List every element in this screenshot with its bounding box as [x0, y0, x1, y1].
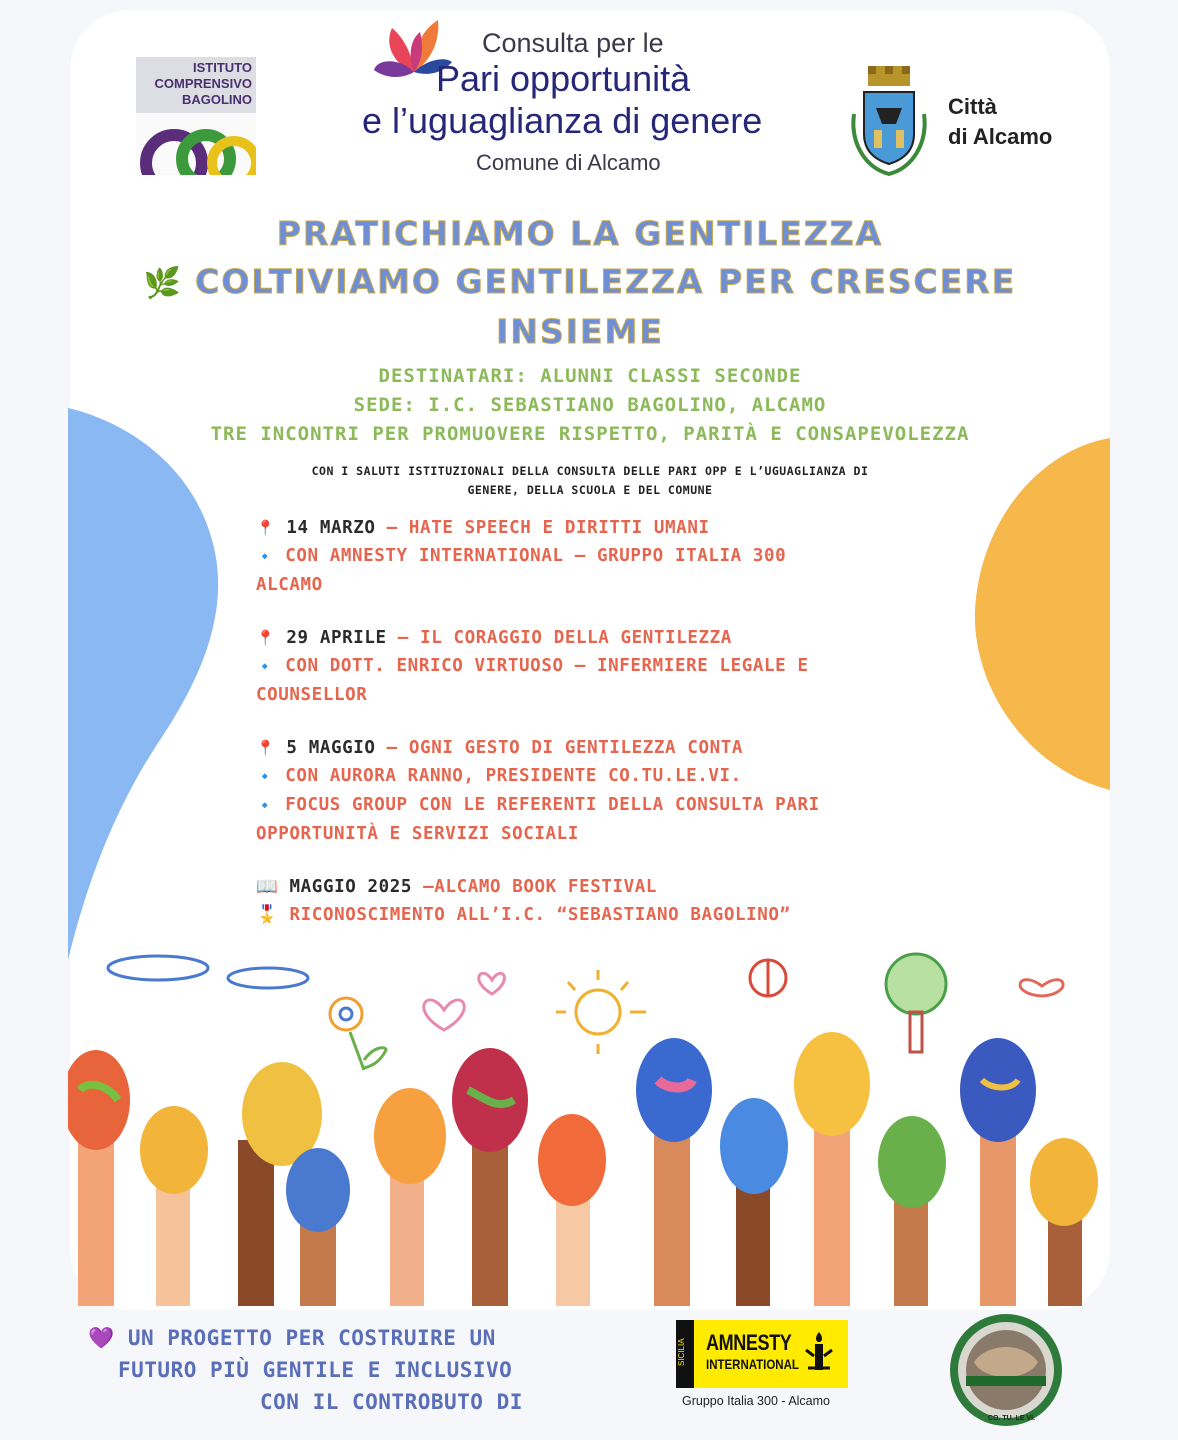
- sun-icon: [556, 970, 646, 1054]
- title-line1: PRATICHIAMO LA GENTILEZZA: [276, 214, 884, 253]
- event-detail-cont: ALCAMO: [256, 575, 323, 595]
- coat-of-arms-icon: [846, 64, 932, 180]
- consulta-line1: Consulta per le: [482, 28, 664, 58]
- incontri-text: TRE INCONTRI PER PROMUOVERE RISPETTO, PARITÀ E CONSAPEVOLEZZA: [210, 423, 970, 445]
- pin-icon: 📍: [256, 629, 276, 647]
- event-date: 5 MAGGIO: [286, 738, 376, 758]
- festival-title: –ALCAMO BOOK FESTIVAL: [412, 877, 658, 897]
- title-line3: INSIEME: [496, 312, 664, 351]
- event-detail: CON AMNESTY INTERNATIONAL – GRUPPO ITALIA 300: [285, 546, 787, 566]
- destinatari-text: DESTINATARI: ALUNNI CLASSI SECONDE: [378, 365, 802, 387]
- event-item: [256, 624, 996, 709]
- candle-icon: [804, 1330, 834, 1380]
- saluti-text: [240, 462, 940, 500]
- saluti-line1: CON I SALUTI ISTITUZIONALI DELLA CONSULTA DELLE PARI OPP E L’UGUAGLIANZA DI: [311, 464, 869, 478]
- cotulevi-caption: CO. TU. LE VI.: [988, 1415, 1036, 1422]
- city-name: [948, 92, 1052, 152]
- event-detail: FOCUS GROUP CON LE REFERENTI DELLA CONSULTA PARI: [285, 795, 820, 815]
- festival-date: MAGGIO 2025: [289, 877, 413, 897]
- sede-text: SEDE: I.C. SEBASTIANO BAGOLINO, ALCAMO: [353, 394, 827, 416]
- cloud-icon: [108, 956, 308, 988]
- festival-item: [256, 873, 996, 929]
- flower-doodle-icon: [330, 998, 386, 1070]
- consulta-logo: [360, 8, 800, 178]
- amnesty-logo: [676, 1320, 848, 1388]
- purple-heart-icon: 💜: [88, 1326, 115, 1350]
- tree-icon: [886, 954, 946, 1052]
- event-topic: – IL CORAGGIO DELLA GENTILEZZA: [386, 628, 732, 648]
- amnesty-region: SICILIA: [677, 1338, 686, 1366]
- footer-line1: UN PROGETTO PER COSTRUIRE UN: [127, 1326, 496, 1350]
- pin-icon: 📍: [256, 739, 276, 757]
- butterfly-icon: [1020, 980, 1063, 996]
- event-detail-cont: OPPORTUNITÀ E SERVIZI SOCIALI: [256, 824, 579, 844]
- school-logo-line2: COMPRENSIVO: [154, 76, 252, 91]
- rings-icon: [136, 113, 256, 175]
- diamond-icon: 🔹: [256, 659, 275, 675]
- event-topic: – OGNI GESTO DI GENTILEZZA CONTA: [375, 738, 743, 758]
- diamond-icon: 🔹: [256, 798, 275, 814]
- consulta-line4: Comune di Alcamo: [476, 150, 661, 175]
- cotulevi-logo: [944, 1312, 1068, 1430]
- leaf-icon: 🌿: [143, 266, 184, 301]
- school-logo-line3: BAGOLINO: [181, 92, 252, 107]
- event-detail-cont: COUNSELLOR: [256, 685, 368, 705]
- city-line1: Città: [948, 94, 997, 119]
- event-detail: CON AURORA RANNO, PRESIDENTE CO.TU.LE.VI.: [285, 766, 742, 786]
- school-logo: [136, 57, 256, 175]
- footer-text: [88, 1322, 608, 1418]
- city-line2: di Alcamo: [948, 124, 1053, 149]
- consulta-line2: Pari opportunità: [436, 58, 691, 99]
- footer-line2: FUTURO PIÙ GENTILE E INCLUSIVO: [118, 1358, 513, 1382]
- event-detail: CON DOTT. ENRICO VIRTUOSO – INFERMIERE LEGALE E: [285, 656, 809, 676]
- book-icon: 📖: [256, 877, 279, 897]
- event-date: 29 APRILE: [286, 628, 387, 648]
- hands-illustration: [68, 950, 1110, 1310]
- event-item: [256, 734, 996, 848]
- diamond-icon: 🔹: [256, 769, 275, 785]
- event-item: [256, 514, 996, 599]
- page-title: [80, 210, 1080, 356]
- medal-icon: 🎖️: [256, 905, 279, 925]
- amnesty-caption: Gruppo Italia 300 - Alcamo: [682, 1394, 830, 1408]
- saluti-line2: GENERE, DELLA SCUOLA E DEL COMUNE: [467, 483, 713, 497]
- event-date: 14 MARZO: [286, 518, 376, 538]
- pin-icon: 📍: [256, 519, 276, 537]
- title-line2: COLTIVIAMO GENTILEZZA PER CRESCERE: [195, 262, 1017, 301]
- consulta-line3: e l’uguaglianza di genere: [362, 100, 763, 141]
- amnesty-name1: AMNESTY: [706, 1330, 792, 1355]
- school-logo-line1: ISTITUTO: [193, 60, 252, 75]
- festival-award: RICONOSCIMENTO ALL’I.C. “SEBASTIANO BAGOLINO”: [289, 905, 791, 925]
- hearts-icon: [424, 973, 505, 1030]
- event-topic: – HATE SPEECH E DIRITTI UMANI: [375, 518, 710, 538]
- footer-line3: CON IL CONTROBUTO DI: [260, 1390, 523, 1414]
- amnesty-name2: INTERNATIONAL: [706, 1356, 799, 1372]
- diamond-icon: 🔹: [256, 549, 275, 565]
- painted-hands-group: [68, 1032, 1098, 1232]
- cotulevi-badge-icon: [944, 1312, 1068, 1430]
- ladybug-icon: [750, 960, 786, 996]
